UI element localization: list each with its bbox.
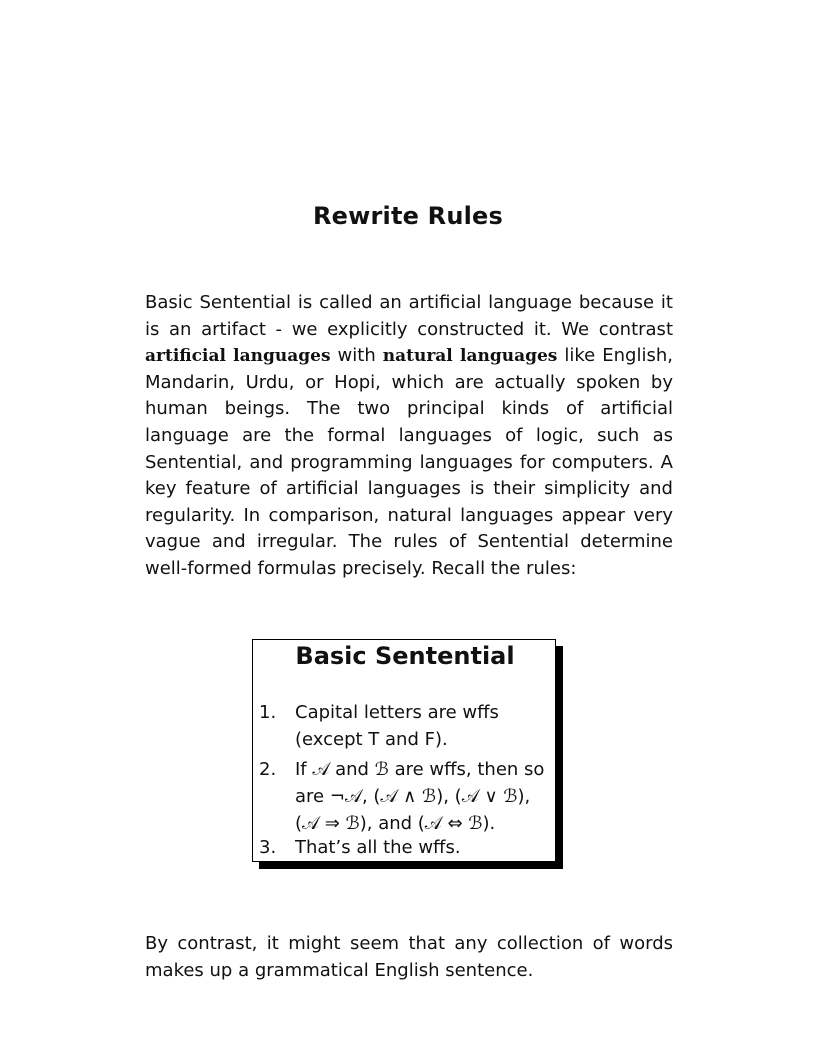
term-natural-languages: natural languages: [382, 346, 558, 367]
rule-number: 1.: [259, 702, 277, 723]
intro-text-1: Basic Sentential is called an artificial language because it is an artifact - we explicitly constructed it. We contrast: [145, 292, 673, 340]
rule-line: If 𝒜 and ℬ are wffs, then so: [295, 759, 545, 780]
intro-paragraph: [145, 290, 673, 583]
basic-sentential-box: [252, 639, 556, 862]
rule-number: 3.: [259, 837, 277, 858]
intro-text-3: like English, Mandarin, Urdu, or Hopi, which are actually spoken by human beings. The two principal kinds of artificial language are the formal languages of logic, such as Sentential, and programming languages for computers. A key feature of artificial languages is their simplicity and regularity. In comparison, natural languages appear very vague and irregular. The rules of Sentential determine well-formed formulas precisely. Recall the rules:: [145, 345, 673, 579]
term-artificial-languages: artificial languages: [145, 346, 331, 367]
page-title: Rewrite Rules: [312, 202, 504, 230]
rule-line: That’s all the wffs.: [295, 837, 461, 858]
intro-text-2: with: [330, 345, 383, 367]
outro-paragraph: By contrast, it might seem that any collection of words makes up a grammatical English sentence.: [145, 933, 673, 981]
box-title: Basic Sentential: [295, 642, 515, 670]
rule-line: are ¬𝒜, (𝒜 ∧ ℬ), (𝒜 ∨ ℬ),: [295, 786, 531, 807]
rule-line: (𝒜 ⇒ ℬ), and (𝒜 ⇔ ℬ).: [295, 813, 496, 834]
rule-line: (except T and F).: [295, 729, 448, 750]
rule-number: 2.: [259, 759, 277, 780]
rule-line: Capital letters are wffs: [295, 702, 499, 723]
